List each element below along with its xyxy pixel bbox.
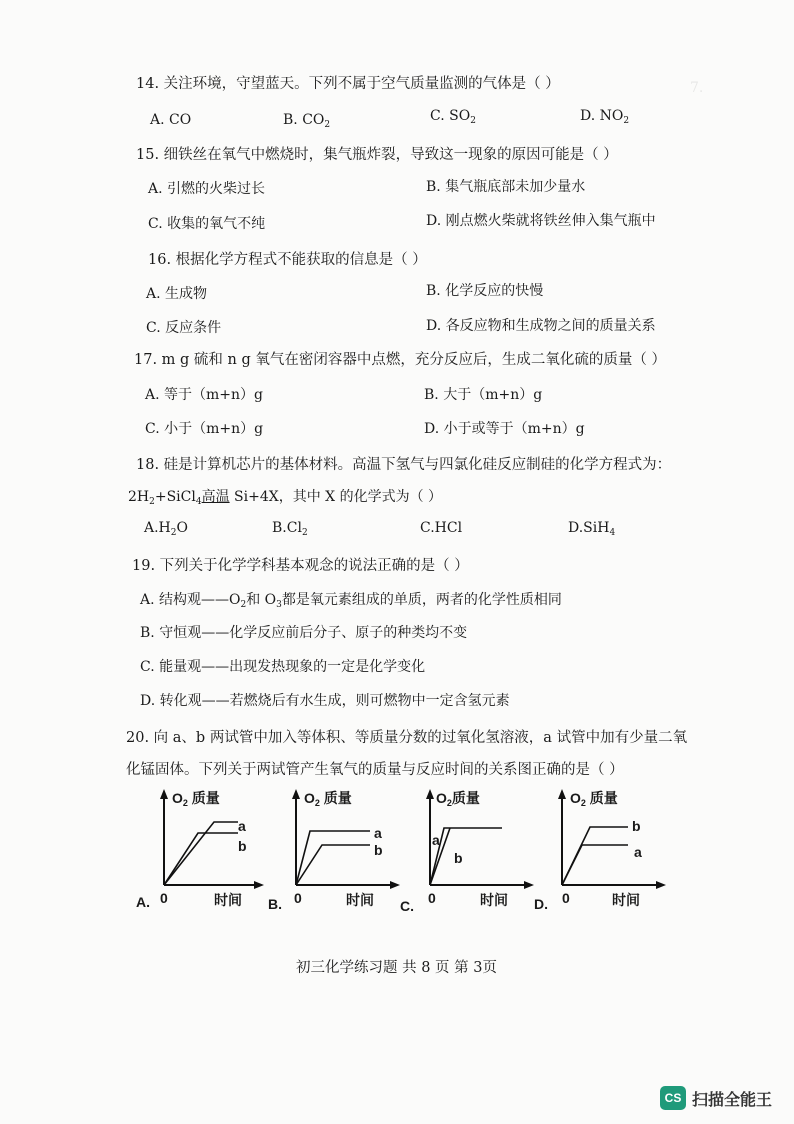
- reaction-condition: 高温: [201, 489, 230, 505]
- q15-option-a: A. 引燃的火柴过长: [148, 181, 266, 197]
- q18-option-a: $A.H_2O$: [144, 520, 188, 538]
- graph-a-option-label: A.: [136, 894, 150, 910]
- graph-b-line-a-label: a: [374, 825, 382, 841]
- graph-c-xlabel: 时间: [480, 892, 508, 908]
- scanner-watermark: [660, 1086, 772, 1110]
- graph-d-xlabel: 时间: [612, 892, 640, 908]
- q18-option-c: C.HCl: [420, 520, 463, 536]
- graph-c-line-a-label: a: [432, 832, 440, 848]
- q14-option-a: A. CO: [150, 112, 192, 128]
- q19-option-d: D. 转化观——若燃烧后有水生成，则可燃物中一定含氢元素: [140, 693, 510, 709]
- graph-c-ylabel: $O_2$质量: [436, 790, 480, 808]
- graph-c-origin: 0: [428, 890, 436, 906]
- q17-option-c: C. 小于（m+n）g: [145, 421, 264, 437]
- q19-option-b: B. 守恒观——化学反应前后分子、原子的种类均不变: [140, 625, 468, 641]
- question-20-stem-line1: 20. 向 a、b 两试管中加入等体积、等质量分数的过氧化氢溶液，a 试管中加有少量二氧: [126, 730, 688, 746]
- graph-a-ylabel: $O_2$ 质量: [172, 790, 220, 808]
- graph-c-line-b-label: b: [454, 850, 463, 866]
- graph-b-option-label: B.: [268, 896, 282, 912]
- graph-b-ylabel: $O_2$ 质量: [304, 790, 352, 808]
- graph-c-option-label: C.: [400, 898, 414, 914]
- graph-d-origin: 0: [562, 890, 570, 906]
- camscanner-logo-icon: CS: [660, 1086, 686, 1110]
- q17-option-d: D. 小于或等于（m+n）g: [424, 421, 585, 437]
- graph-b-origin: 0: [294, 890, 302, 906]
- q15-option-d: D. 刚点燃火柴就将铁丝伸入集气瓶中: [426, 213, 656, 229]
- q19-option-a: A. 结构观$——O_2$和 $O_3$都是氧元素组成的单质，两者的化学性质相同: [140, 592, 562, 610]
- graph-d-option-label: D.: [534, 896, 548, 912]
- q17-option-a: A. 等于（m+n）g: [145, 387, 263, 403]
- graph-b-xlabel: 时间: [346, 892, 374, 908]
- question-18-stem: 18. 硅是计算机芯片的基体材料。高温下氢气与四氯化硅反应制硅的化学方程式为：: [136, 457, 672, 473]
- q17-option-b: B. 大于（m+n）g: [424, 387, 543, 403]
- q15-option-b: B. 集气瓶底部未加少量水: [426, 179, 586, 195]
- question-17-stem: 17. m g 硫和 n g 氧气在密闭容器中点燃，充分反应后，生成二氧化硫的质量（ ）: [134, 352, 666, 368]
- graph-d-ylabel: $O_2$ 质量: [570, 790, 618, 808]
- graph-d-line-b-label: b: [632, 818, 641, 834]
- q16-option-c: C. 反应条件: [146, 320, 222, 336]
- q16-option-b: B. 化学反应的快慢: [426, 283, 544, 299]
- q14-option-d: D. $NO_2$: [580, 108, 630, 126]
- question-20-stem-line2: 化锰固体。下列关于两试管产生氧气的质量与反应时间的关系图正确的是（ ）: [126, 762, 624, 778]
- graph-d-line-a-label: a: [634, 844, 642, 860]
- q19-option-c: C. 能量观——出现发热现象的一定是化学变化: [140, 659, 426, 675]
- q18-equation: $2H_2+SiCl_4$高温 Si+4X，其中 X 的化学式为（ ）: [128, 489, 443, 507]
- page-footer: 初三化学练习题 共 8 页 第 3页: [296, 960, 497, 976]
- q15-option-c: C. 收集的氧气不纯: [148, 216, 266, 232]
- graph-a-line-b-label: b: [238, 838, 247, 854]
- graph-a-xlabel: 时间: [214, 892, 242, 908]
- q14-option-c: C. $SO_2$: [430, 108, 476, 126]
- q14-option-b: B. $CO_2$: [283, 112, 331, 130]
- question-19-stem: 19. 下列关于化学学科基本观念的说法正确的是（ ）: [132, 558, 469, 574]
- bleed-through-text: 7.: [690, 80, 704, 96]
- graph-a-line-a-label: a: [238, 818, 246, 834]
- watermark-text: 扫描全能王: [692, 1089, 773, 1109]
- question-14-stem: 14. 关注环境，守望蓝天。下列不属于空气质量监测的气体是（ ）: [136, 76, 560, 92]
- graph-a-origin: 0: [160, 890, 168, 906]
- q18-option-b: $B.Cl_2$: [272, 520, 308, 538]
- question-15-stem: 15. 细铁丝在氧气中燃烧时，集气瓶炸裂，导致这一现象的原因可能是（ ）: [136, 147, 618, 163]
- q16-option-a: A. 生成物: [146, 286, 208, 302]
- q18-option-d: D.SiH$_4$: [568, 520, 616, 538]
- question-16-stem: 16. 根据化学方程式不能获取的信息是（ ）: [148, 252, 427, 268]
- graph-b-line-b-label: b: [374, 842, 383, 858]
- q16-option-d: D. 各反应物和生成物之间的质量关系: [426, 318, 656, 334]
